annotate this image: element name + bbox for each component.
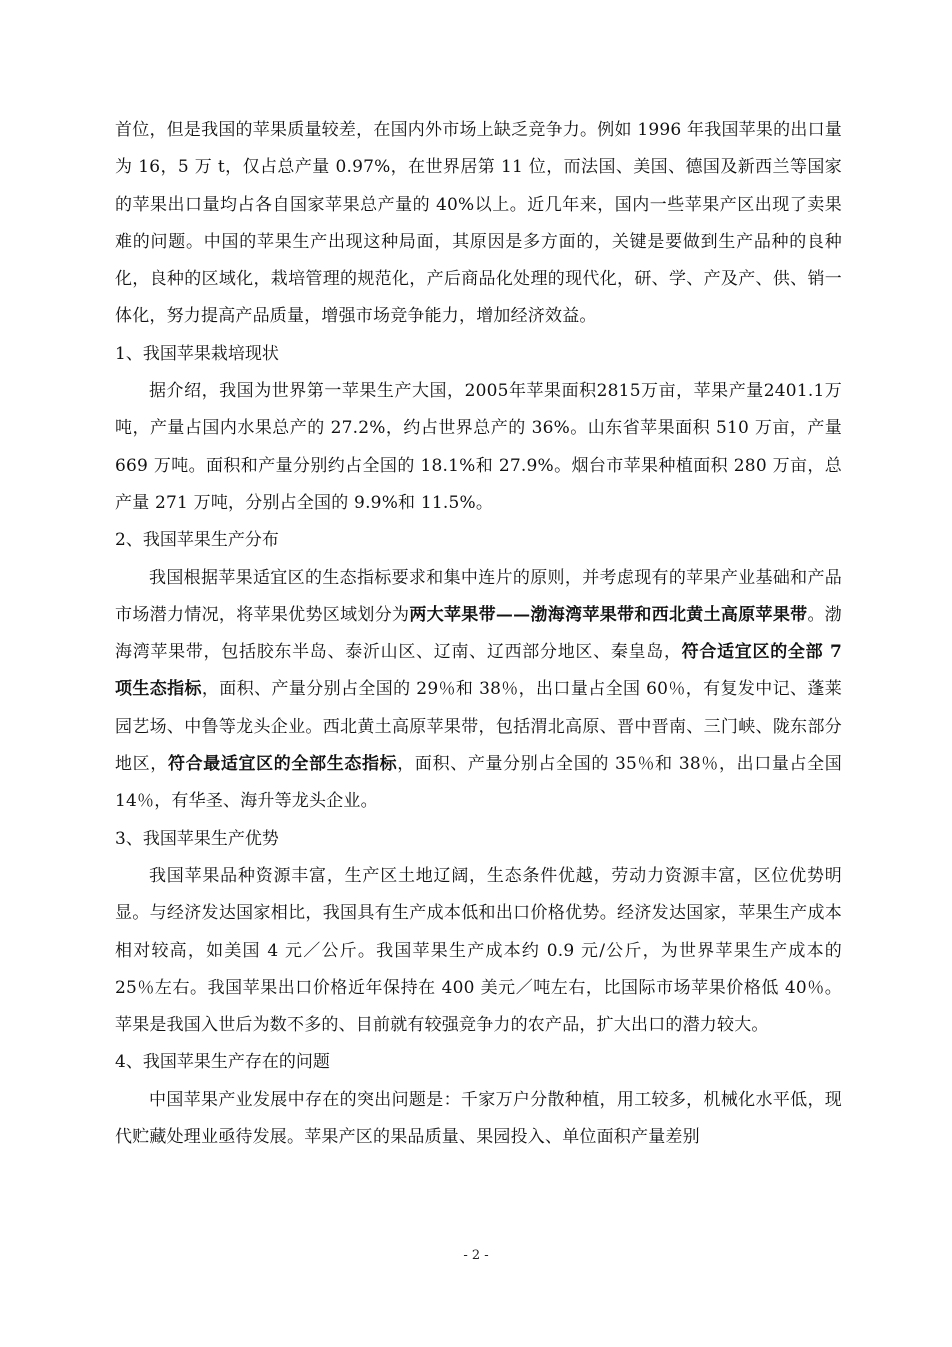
section-2-text-part-3: ，面积、产量分别占全国的 29％和 38％，出口量占全国 60％，有复发中记、蓬莱园艺场、中鲁等龙头企业。西北黄土高原苹果带，包括渭北高原、晋中晋南、三门峡、陇东部分地区， xyxy=(115,679,842,775)
section-2-bold-ecological-indicators: 符合适宜区的全部 7 项生态指标 xyxy=(115,642,842,700)
section-2-paragraph xyxy=(115,560,842,821)
section-2-text-part-1: 我国根据苹果适宜区的生态指标要求和集中连片的原则，并考虑现有的苹果产业基础和产品市场潜力情况，将苹果优势区域划分为 xyxy=(115,567,842,625)
section-4-heading: 4、我国苹果生产存在的问题 xyxy=(115,1052,330,1073)
section-2-bold-apple-belts: 两大苹果带——渤海湾苹果带和西北黄土高原苹果带 xyxy=(409,604,808,625)
section-3-paragraph: 我国苹果品种资源丰富，生产区土地辽阔，生态条件优越，劳动力资源丰富，区位优势明显。与经济发达国家相比，我国具有生产成本低和出口价格优势。经济发达国家，苹果生产成本相对较高，如美国 4 元／公斤。我国苹果生产成本约 0.9 元/公斤，为世界苹果生产成本的 25％左右。我国苹果出口价格近年保持在 400 美元／吨左右，比国际市场苹果价格低 40％。苹果是我国入世后为数不多的、目前就有较强竞争力的农产品，扩大出口的潜力较大。 xyxy=(115,865,842,1036)
page-number: - 2 - xyxy=(463,1248,489,1263)
section-2-bold-optimal-indicators: 符合最适宜区的全部生态指标 xyxy=(167,754,398,775)
section-2-text-part-4: ，面积、产量分别占全国的 35％和 38％，出口量占全国 14％，有华圣、海升等龙头企业。 xyxy=(115,754,842,812)
document-page xyxy=(115,112,842,1156)
section-4-paragraph: 中国苹果产业发展中存在的突出问题是：千家万户分散种植，用工较多，机械化水平低，现代贮藏处理业亟待发展。苹果产区的果品质量、果园投入、单位面积产量差别 xyxy=(115,1089,842,1148)
section-1-heading: 1、我国苹果栽培现状 xyxy=(115,343,279,364)
section-2-heading: 2、我国苹果生产分布 xyxy=(115,530,279,551)
intro-paragraph: 首位，但是我国的苹果质量较差，在国内外市场上缺乏竞争力。例如 1996 年我国苹果的出口量为 16，5 万 t，仅占总产量 0.97%，在世界居第 11 位，而法国、美国、德国及新西兰等国家的苹果出口量均占各自国家苹果总产量的 40%以上。近几年来，国内一些苹果产区出现了卖果难的问题。中国的苹果生产出现这种局面，其原因是多方面的，关键是要做到生产品种的良种化，良种的区域化，栽培管理的规范化，产后商品化处理的现代化，研、学、产及产、供、销一体化，努力提高产品质量，增强市场竞争能力，增加经济效益。 xyxy=(115,120,842,327)
section-2-text-part-2: 。渤海湾苹果带，包括胶东半岛、泰沂山区、辽南、辽西部分地区、秦皇岛， xyxy=(115,604,842,663)
section-1-paragraph: 据介绍，我国为世界第一苹果生产大国，2005年苹果面积2815万亩，苹果产量2401.1万吨，产量占国内水果总产的 27.2%，约占世界总产的 36%。山东省苹果面积 510 万亩，产量 669 万吨。面积和产量分别约占全国的 18.1%和 27.9%。烟台市苹果种植面积 280 万亩，总产量 271 万吨，分别占全国的 9.9%和 11.5%。 xyxy=(115,381,842,513)
section-3-heading: 3、我国苹果生产优势 xyxy=(115,828,279,849)
